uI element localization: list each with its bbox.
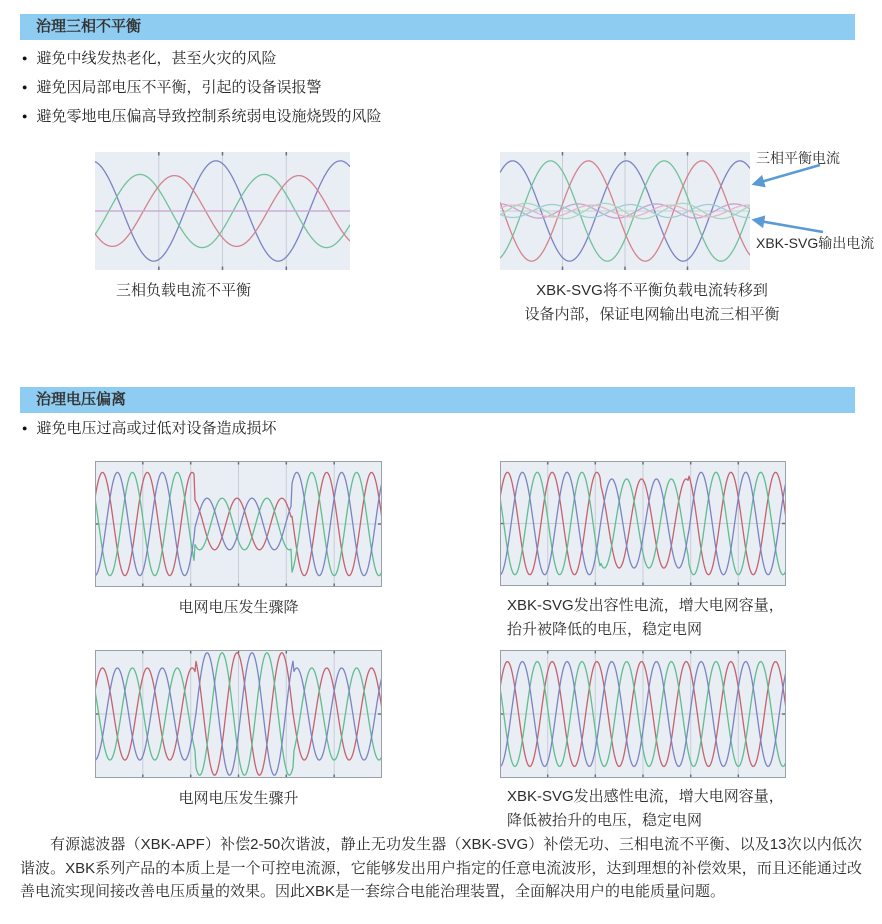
- bullet-item: [22, 414, 276, 443]
- chart-caption-balanced-output: [502, 279, 802, 327]
- chart-caption-voltage-sag: 电网电压发生骤降: [178, 599, 299, 616]
- bullet-list-unbalance: [22, 44, 381, 131]
- bullet-text: 避免电压过高或过低对设备造成损坏: [36, 420, 277, 437]
- bullet-icon: ●: [22, 423, 28, 433]
- caption-line: XBK-SVG发出感性电流，增大电网容量，: [507, 788, 784, 805]
- annotation-label-svg-output: XBK-SVG输出电流: [756, 235, 875, 251]
- bullet-icon: ●: [22, 53, 28, 63]
- chart-caption-voltage-swell: 电网电压发生骤升: [178, 790, 299, 807]
- caption-line: 抬升被降低的电压，稳定电网: [507, 621, 703, 638]
- section-header-three-phase-unbalance: 治理三相不平衡: [20, 14, 855, 40]
- chart-caption-inductive: [507, 785, 784, 833]
- arrow-icon-svg-output: [754, 220, 823, 232]
- waveform-chart-inductive-compensation: [500, 650, 786, 778]
- bullet-icon: ●: [22, 82, 28, 92]
- waveform-chart-capacitive-compensation: [500, 461, 786, 586]
- chart-caption-unbalanced-load: 三相负载电流不平衡: [116, 282, 252, 299]
- waveform-chart-unbalanced-load-current: [95, 152, 350, 270]
- caption-line: XBK-SVG将不平衡负载电流转移到: [536, 282, 768, 299]
- waveform-chart-balanced-grid-current: [500, 152, 750, 270]
- bullet-text: 避免因局部电压不平衡，引起的设备误报警: [36, 79, 322, 96]
- bullet-icon: ●: [22, 111, 28, 121]
- bullet-text: 避免中线发热老化，甚至火灾的风险: [36, 50, 277, 67]
- caption-line: 设备内部，保证电网输出电流三相平衡: [524, 306, 780, 323]
- bullet-item: [22, 102, 381, 131]
- bullet-item: [22, 44, 381, 73]
- caption-line: 降低被抬升的电压，稳定电网: [507, 812, 703, 829]
- body-paragraph: 有源滤波器（XBK-APF）补偿2-50次谐波，静止无功发生器（XBK-SVG）补偿无功、三相电流不平衡、以及13次以内低次谐波。XBK系列产品的本质上是一个可控电流源，它能够发出用户指定的任意电流波形，达到理想的补偿效果，而且还能通过改善电流实现间接改善电压质量的效果。因此XBK是一套综合电能治理装置，全面解决用户的电能质量问题。: [20, 836, 862, 900]
- bullet-list-voltage: [22, 414, 276, 443]
- bullet-item: [22, 73, 381, 102]
- annotation-label-balanced-current: 三相平衡电流: [756, 150, 840, 166]
- chart-caption-capacitive: [507, 594, 784, 642]
- waveform-chart-voltage-sag: [95, 461, 382, 587]
- bullet-text: 避免零地电压偏高导致控制系统弱电设施烧毁的风险: [36, 108, 382, 125]
- caption-line: XBK-SVG发出容性电流，增大电网容量，: [507, 597, 784, 614]
- section-header-voltage-deviation: 治理电压偏离: [20, 387, 855, 413]
- waveform-chart-voltage-swell: [95, 650, 382, 778]
